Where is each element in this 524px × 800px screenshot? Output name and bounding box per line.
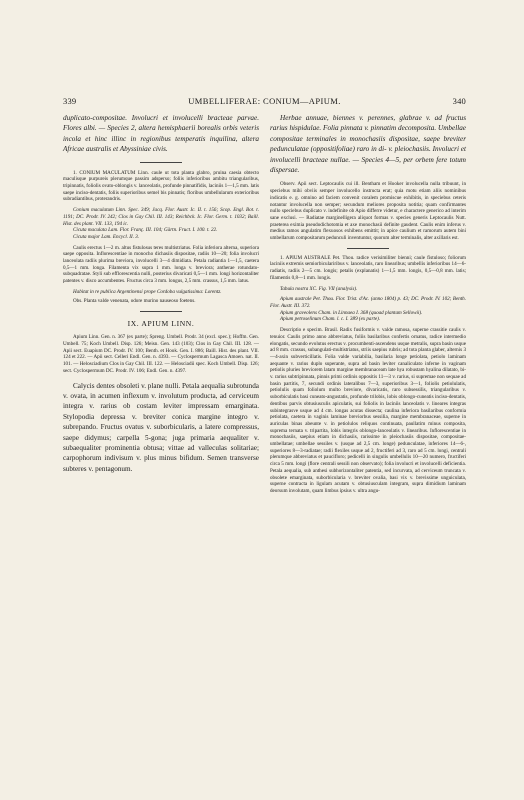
species-diagnosis: 1. CONIUM MACULATUM Linn. caule ut tota planta glabro, pruina caesia obtecto maculisque purpureis plerumque passim adsperso; foliis inferioribus ambitu triangularibus, tripinnatis, foliolis ovato-oblongis v. lanceolatis, profunde pinnatifidis, laciniis 1—1,5 mm. latis saepe inciso-dentatis, foliis superioribus semel bis pinnatis; floribus umbellularum exterioribus subradiantibus, proterandris. (63, 169, 259, 203)
divider (140, 162, 182, 163)
genus-description: Calycis dentes obsoleti v. plane nulli. Petala aequalia subrotunda v. ovata, in acumen inflexum v. involutum producta, ad cerviceum integra v. rarius ob costam leviter impressam emarginata. Stylopodia depressa v. breviter conica margine integro v. subrepando. Fructus ovatus v. suborbicularis, a latere compressus, saepe didymus; carpella 5-gona; juga primaria aequaliter v. subaequaliter prominentia obtusa; vittae ad valleculas solitariae; carpophorum indivisum v. plus minus bifidum. Semen transverse subteres v. pentagonum. (63, 381, 259, 473)
synonymy: Conium maculatum Linn. Spec. 349; Jacq. Flor. Austr. Ic. II. t. 156; Scop. Engl. Bot. t. 1191; DC. Prodr. IV. 242; Clos in Gay Chil. III. 143; Reichbck. Ic. Flor. Germ. t. 1032; Baill. Hist. des plant. VII. 133, 194 ic. (63, 207, 259, 227)
genus-heading: IX. APIUM LINN. (127, 319, 195, 329)
genus-synonymy: Apium Linn. Gen. n. 367 (ex parte); Spreng. Umbell. Prodr. 34 (excl. spec.); Hoffm. Gen. Umbell. 75; Koch Umbell. Disp. 126; Meisn. Gen. 143 (103); Clos in Gay Chil. III. 128. — Apii sect. Euapium DC. Prodr. IV. 100; Benth. et Hook. Gen. I. 886; Baill. Hist. des plant. VII. 124 et 222. — Apii sect. Celleri Endl. Gen. n. 4393. — Cyclospermum Lagasca Amoen. nat. II. 101. — Helosciadium Clos in Gay Chil. III. 122. — Helosciadii spec. Koch Umbell. Disp. 126; sect. Cyclospermum DC. Prodr. IV. 106; Endl. Gen. n. 4397. (63, 334, 259, 374)
left-column (63, 113, 259, 474)
synonymy: Apium petroselinum Cham. l. c. I. 389 (ex parte). (280, 316, 381, 323)
divider (140, 311, 182, 312)
species-description: Descriptio e specim. Brasil. Radix fusiformis v. valde ramosa, superne crassitie caulis v. tenuior. Caulis primo anno abbreviatus, foliis basilaribus confertis ornatus, radice intermedio elongatis, secundo evolutus erectus v. procumbenti-ascendens usque metralis, supra basin usque ad 8 mm. crassus, subangulati-multistriatus, striis saepius rubris; ad tota planta glaber, alternis 3—4-axin subverticillatis. Folia valde variabilia, basilaria longe petiolata, petiolo laminam aequante v. rarius duplo superante, supra ad basin leviter canaliculato inferne in vaginam petiolis pluries breviorem latam margine membranaceam late hya robustam hyalina dilatato, bi- v. rarius subtripinnata, pinnis primi ordinis oppositis 11—3 v. rarius, si supremae non sequae ad basin partitis, 7, secundi ordinis lateralibus 7—3, superioribus 3—1, foliolis petiolulatis, petiolulis quam foliolum multo breviore, divaricatis, raro subsessilis, triangularibus v. suborbiculatis basi cuneato-angustatis, profunde trilobis, lobis oblongo-cuneatis inciso-dentatis, dentibus parvis obtusiusculis apiculatis, sui foliolis in laciniis lanceolatis v. lineares integras subintegrasve usque ad 4 cm. longas acutas dissecta; caulina inferiora basilaribus conformia petiolata, caetera in vaginis laminae breviorbus sessilia, margine membranaceae, superne in auriculas binas abeunte v. in petiolulos reliquos continuata, paullatim minus composita, suprema ternata v. tripartita, lobis integris oblongo-lanceolatis v. linearibus. Inflorescentiae in monochasiis, saepius etiam in dichasiis, rarissime in pleiochasiis dispositae, compositae-umbellatae; umbellae sessiles v. (usque ad 2,5 cm. longe) pedunculatae, inferiores 14—6-, superiores 8—3-radiatae; radii flexiles usque ad 2, fructiferi ad 3, raro ad 5 cm. longi, centrali plerumque abbreviatus et paucifloro; pedicelli in singulis umbellulis 10—20 numero, fructiferi circa 5 mm. longi (flore centrali sessili non observato); folia involucri et involucelli deficientia. Petala aequalia, sub anthesi subhorizontaliter patentia, sed incurvata, ad cerviceum truncata v. obsolete emarginata, suborbicularia v. breviter ovalia, basi vix v. brevissime unguiculata, superne contracta in ligulam acutam v. obtusiusculam integram, supra dimidium laminam deorsum involutam, quam limbus ipsius v. ultra angu- (270, 327, 466, 494)
right-column (270, 113, 466, 495)
page-number-right: 340 (452, 96, 466, 106)
plate-reference: Tabula nostra XC. Fig. VII (analysis). (280, 285, 358, 292)
synonymy: Apium graveolens Cham. in Linnaea I. 368 (quoad plantam Sellowii). (280, 309, 423, 316)
species-diagnosis: 1. APIUM AUSTRALE Pet. Thou. radice verisimiliter bienni; caule fistuloso; foliorum laciniis extremis semiorbiculariribus v. lanceolatis, raro linearibus; umbellis inferioribus 14—6-radiatis, radiis 2—5 cm. longis; petalis (explanatis) 1—1,5 mm. longis, 0,5—0,8 mm. latis; filamentis 0,8—1 mm. longis. (270, 254, 466, 281)
page-number-left: 339 (63, 96, 77, 106)
running-head-title: UMBELLIFERAE: CONIUM—APIUM. (188, 96, 341, 106)
divider (347, 248, 389, 249)
genus-description-continued: Herbae annuae, biennes v. perennes, glabrae v. ad fructus rarius hispidulae. Folia pinnata v. pinnatim decomposita. Umbellae compositae terminales in monochasiis dispositae, saepe breviter pedunculatae (oppositifoliae) raro in di- v. pleiochasiis. Involucri et involucelli bracteae nullae. — Species 4—5, per orbem fere totum dispersae. (270, 114, 466, 175)
running-head (63, 96, 466, 108)
habitat-note: Habitat in re publica Argentinensi prope Cordoba vulgatissima: Lorentz. (73, 288, 222, 295)
synonymy: Apium australe Pet. Thou. Flor. Trist. d'Ac. (anno 1804) p. 43; DC. Prodr. IV. 102; Benth. Flor. Austr. III. 372. (270, 296, 466, 309)
species-description: Caulis erectus 1—2 m. altus fistulosus teres multistriatus. Folia inferiora alterna, superiora saepe opposita. Inflorescentiae in monocho dichasiis dispositae, radiis 10—20; folia involucri lanceolata radiis plurima breviora, involucelli 3—4 dimidiata. Petala radiantia 1—1,5, caetera 0,5—1 mm. longa. Filamenta vix supra 1 mm. longa v. breviora; antherae rotundato-subquadratae. Styli sub efflorescentia nulli, posterius divaricati 0,5—1 mm. longi horizontaliter patentes v. disco accumbentes. Fructus circa 3 mm. longus, 2,5 mm. crassus, 1,5 mm. latus. (63, 244, 259, 285)
observation-note: Observ. Apii sect. Leptocaulis cui ill. Bentham et Hooker involucella nulla tribuunt, in speciebus mihi obviis semper involucello instructa erat; quia motu etiam aliis nominibus indicatis e. g. omnino ad faciem convenit coralem promiscue exhibitis, in speciebus ceteris notantur involucella non semper; secundum meliores proposita notitia; quam confirmantes nullo speciebus duplicato v. indefinite ob Apio differre videtur, e characterе generico ad interim sane exclusi. — Radiatae marginelligera aliquot formas v. species generis Leptocaulis Nutt. praeterea eximia pseudodichotomia et axe monochasii definite gaudent. Caulis enim inferus v. medius ramos angulatim flexuosos exhibens emittit; in apice caulium et ramorum autem bini umbellarum compositarum pedunculi inventuntur, quorum alter terminalis, alter axillaris est. (270, 181, 466, 242)
synonymy: Cicuta maculata Lam. Flor. Franç. III. 104; Gärtn. Fruct. I. 100. t. 22. (73, 227, 218, 234)
observation-note: Obs. Planta valde venenata, odore murino nauseoso foetens. (73, 297, 196, 304)
synonymy: Cicuta major Lam. Encycl. II. 3. (73, 233, 140, 240)
genus-description-continued: duplicato-compositae. Involucri et involucelli bracteae parvae. Flores albi. — Species 2, altera hemisphaerii borealis orbis veteris incola et hinc illinc in regionibus temperatis inquilina, altera Africae australis et Abyssiniae civis. (63, 114, 259, 154)
